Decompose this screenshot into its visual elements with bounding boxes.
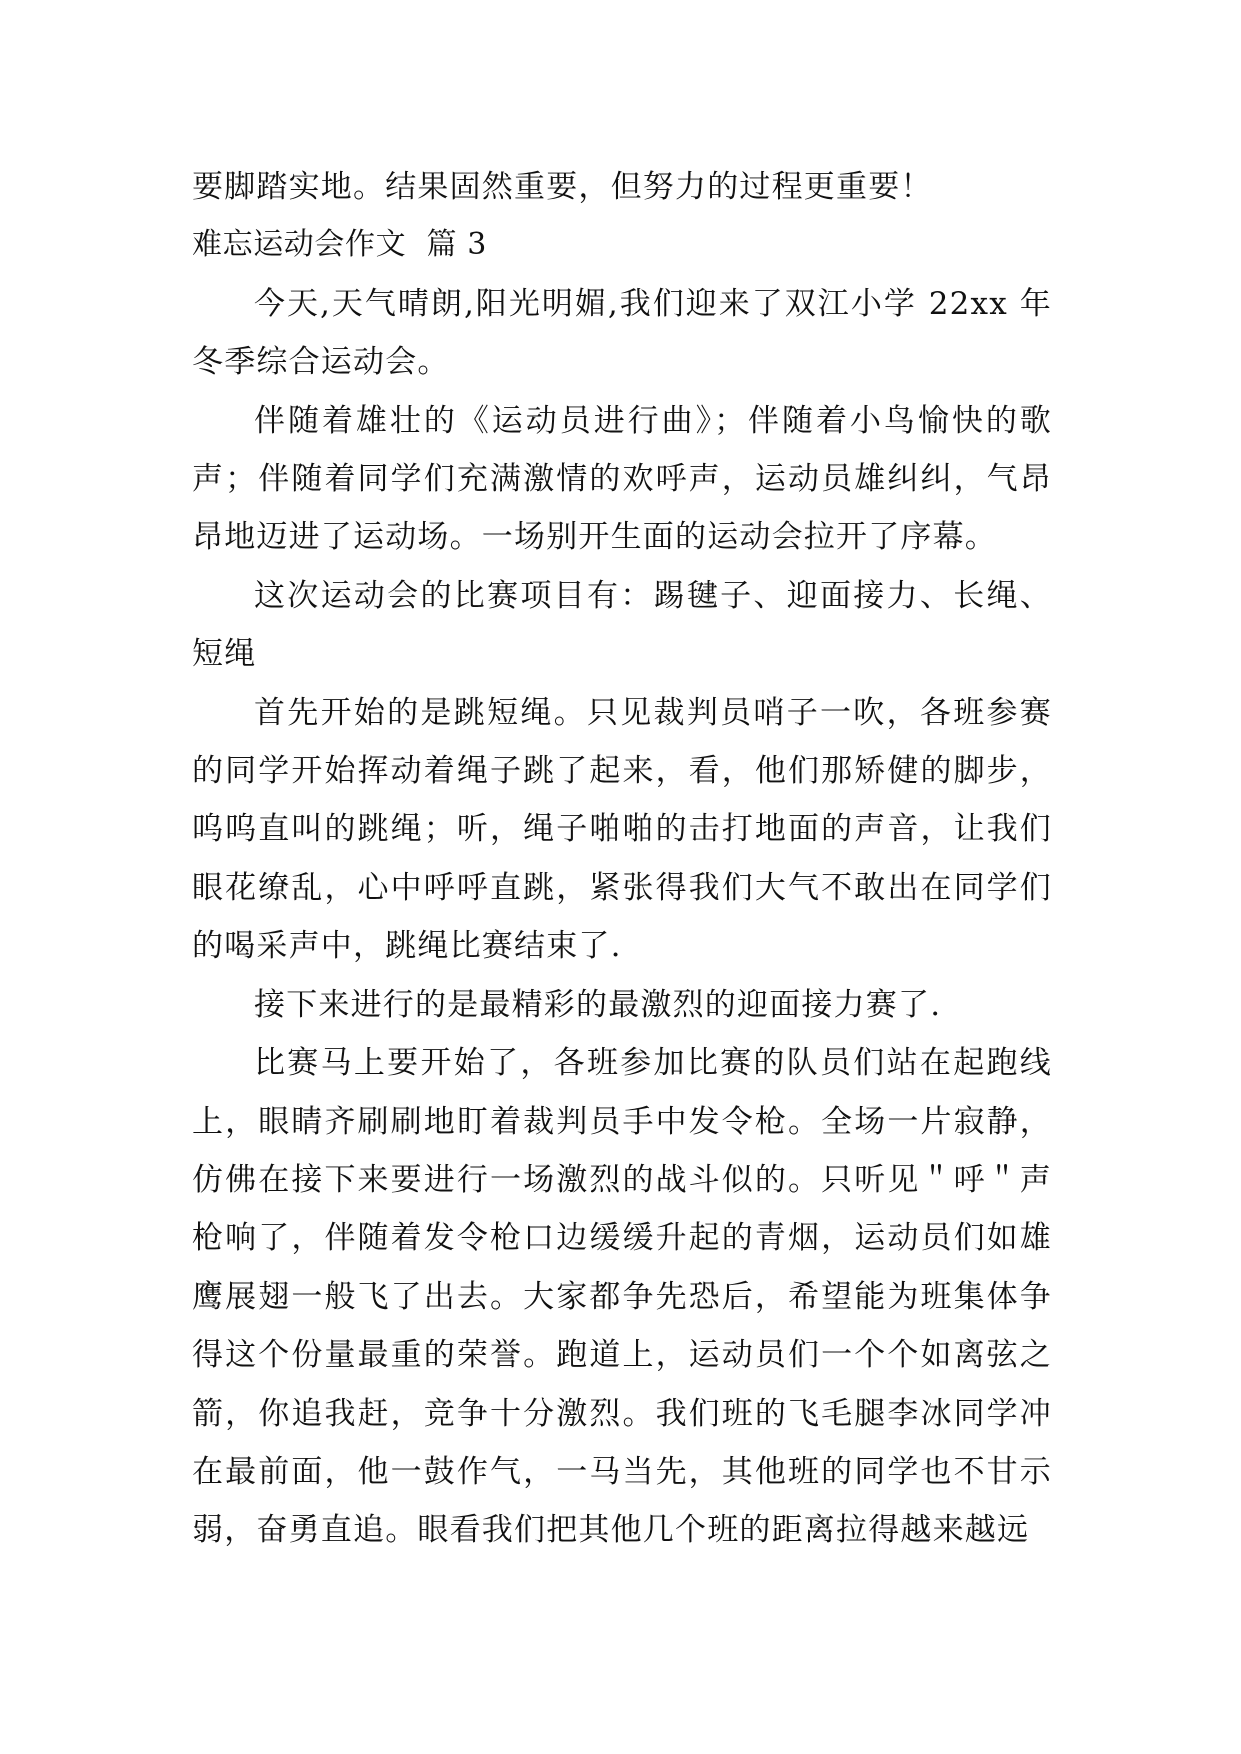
paragraph-3: 这次运动会的比赛项目有：踢毽子、迎面接力、长绳、短绳: [192, 577, 1052, 673]
paragraph-1: 今天,天气晴朗,阳光明媚,我们迎来了双江小学 22xx 年冬季综合运动会。: [192, 285, 1052, 381]
section-heading: 难忘运动会作文 篇 3: [192, 227, 487, 263]
paragraph-5: 接下来进行的是最精彩的最激烈的迎面接力赛了.: [254, 986, 942, 1023]
paragraph-2: 伴随着雄壮的《运动员进行曲》；伴随着小鸟愉快的歌声；伴随着同学们充满激情的欢呼声，运动员雄纠纠，气昂昂地迈进了运动场。一场别开生面的运动会拉开了序幕。: [192, 402, 1052, 556]
article-body: [192, 158, 1052, 1560]
lead-line: 要脚踏实地。结果固然重要，但努力的过程更重要！: [192, 169, 933, 205]
paragraph-4: 首先开始的是跳短绳。只见裁判员哨子一吹，各班参赛的同学开始挥动着绳子跳了起来，看，他们那矫健的脚步，呜呜直叫的跳绳；听，绳子啪啪的击打地面的声音，让我们眼花缭乱，心中呼呼直跳，紧张得我们大气不敢出在同学们的喝采声中，跳绳比赛结束了.: [192, 694, 1052, 965]
paragraph-6: 比赛马上要开始了，各班参加比赛的队员们站在起跑线上，眼睛齐刷刷地盯着裁判员手中发令枪。全场一片寂静，仿佛在接下来要进行一场激烈的战斗似的。只听见＂呼＂声枪响了，伴随着发令枪口边缓缓升起的青烟，运动员们如雄鹰展翅一般飞了出去。大家都争先恐后，希望能为班集体争得这个份量最重的荣誉。跑道上，运动员们一个个如离弦之箭，你追我赶，竞争十分激烈。我们班的飞毛腿李冰同学冲在最前面，他一鼓作气，一马当先，其他班的同学也不甘示弱，奋勇直追。眼看我们把其他几个班的距离拉得越来越远: [192, 1045, 1052, 1549]
